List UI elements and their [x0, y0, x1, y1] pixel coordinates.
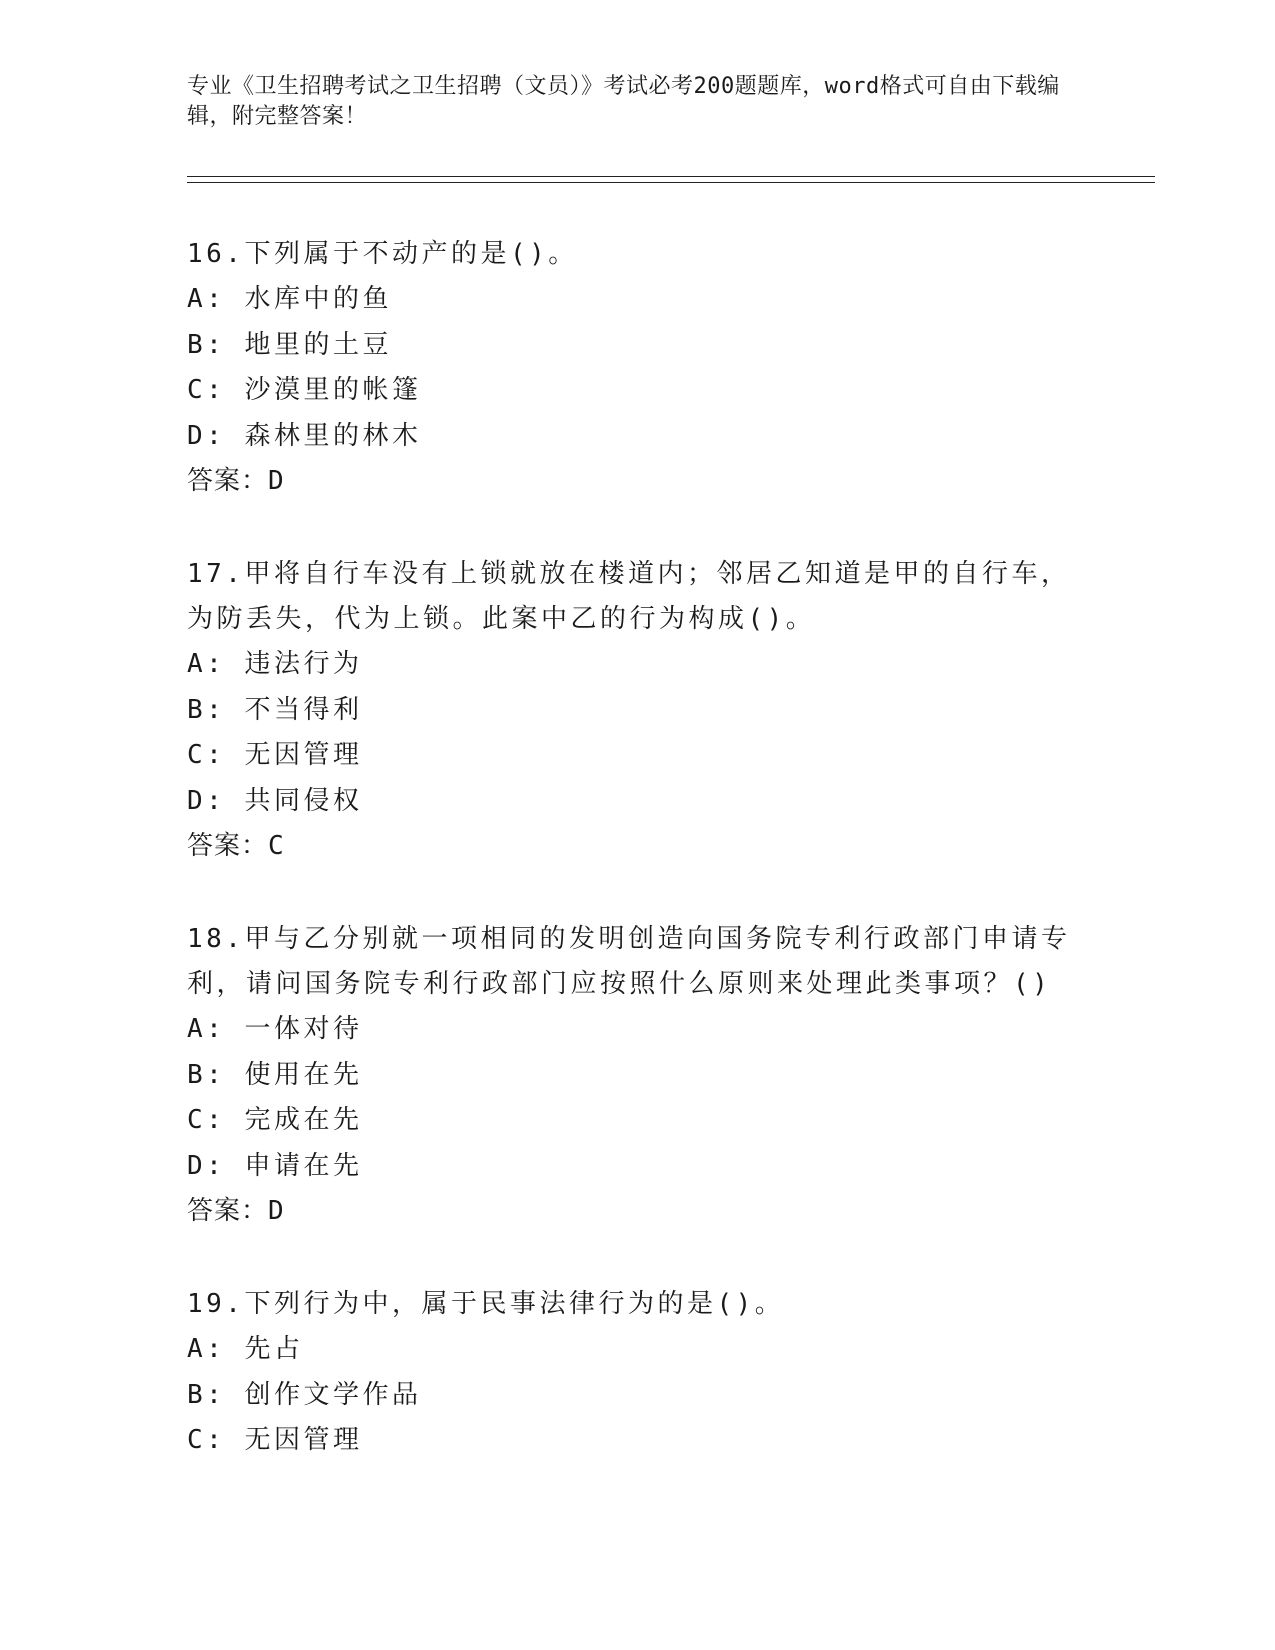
header-rule-top: [187, 176, 1155, 177]
option-d: D: 森林里的林木: [187, 420, 422, 451]
header-rule-bottom: [187, 182, 1155, 183]
option-a: A: 一体对待: [187, 1014, 363, 1044]
option-d: D: 申请在先: [187, 1150, 363, 1181]
option-c: C: 完成在先: [187, 1105, 363, 1135]
question-stem: 17.甲将自行车没有上锁就放在楼道内；邻居乙知道是甲的自行车，为防丢失，代为上锁。此案中乙的行为构成()。: [187, 559, 1071, 634]
answer: 答案：D: [187, 1196, 285, 1226]
answer: 答案：C: [187, 831, 285, 861]
option-c: C: 无因管理: [187, 740, 363, 770]
option-a: A: 先占: [187, 1334, 304, 1364]
question-list: [187, 232, 1087, 1512]
document-header: 专业《卫生招聘考试之卫生招聘（文员）》考试必考200题题库，word格式可自由下载编辑，附完整答案！: [187, 74, 1060, 129]
question-17: [187, 552, 1087, 869]
question-19: [187, 1282, 1087, 1464]
option-a: A: 水库中的鱼: [187, 284, 392, 314]
option-b: B: 创作文学作品: [187, 1379, 422, 1410]
question-stem: 19.下列行为中，属于民事法律行为的是()。: [187, 1289, 785, 1319]
question-stem: 16.下列属于不动产的是()。: [187, 239, 578, 269]
question-stem: 18.甲与乙分别就一项相同的发明创造向国务院专利行政部门申请专利，请问国务院专利行政部门应按照什么原则来处理此类事项？(): [187, 924, 1071, 999]
option-d: D: 共同侵权: [187, 785, 363, 816]
option-a: A: 违法行为: [187, 649, 363, 679]
option-b: B: 地里的土豆: [187, 329, 392, 360]
answer: 答案：D: [187, 466, 285, 496]
option-b: B: 不当得利: [187, 694, 363, 725]
question-18: [187, 917, 1087, 1234]
option-b: B: 使用在先: [187, 1059, 363, 1090]
option-c: C: 无因管理: [187, 1425, 363, 1455]
question-16: [187, 232, 1087, 504]
option-c: C: 沙漠里的帐篷: [187, 375, 422, 405]
